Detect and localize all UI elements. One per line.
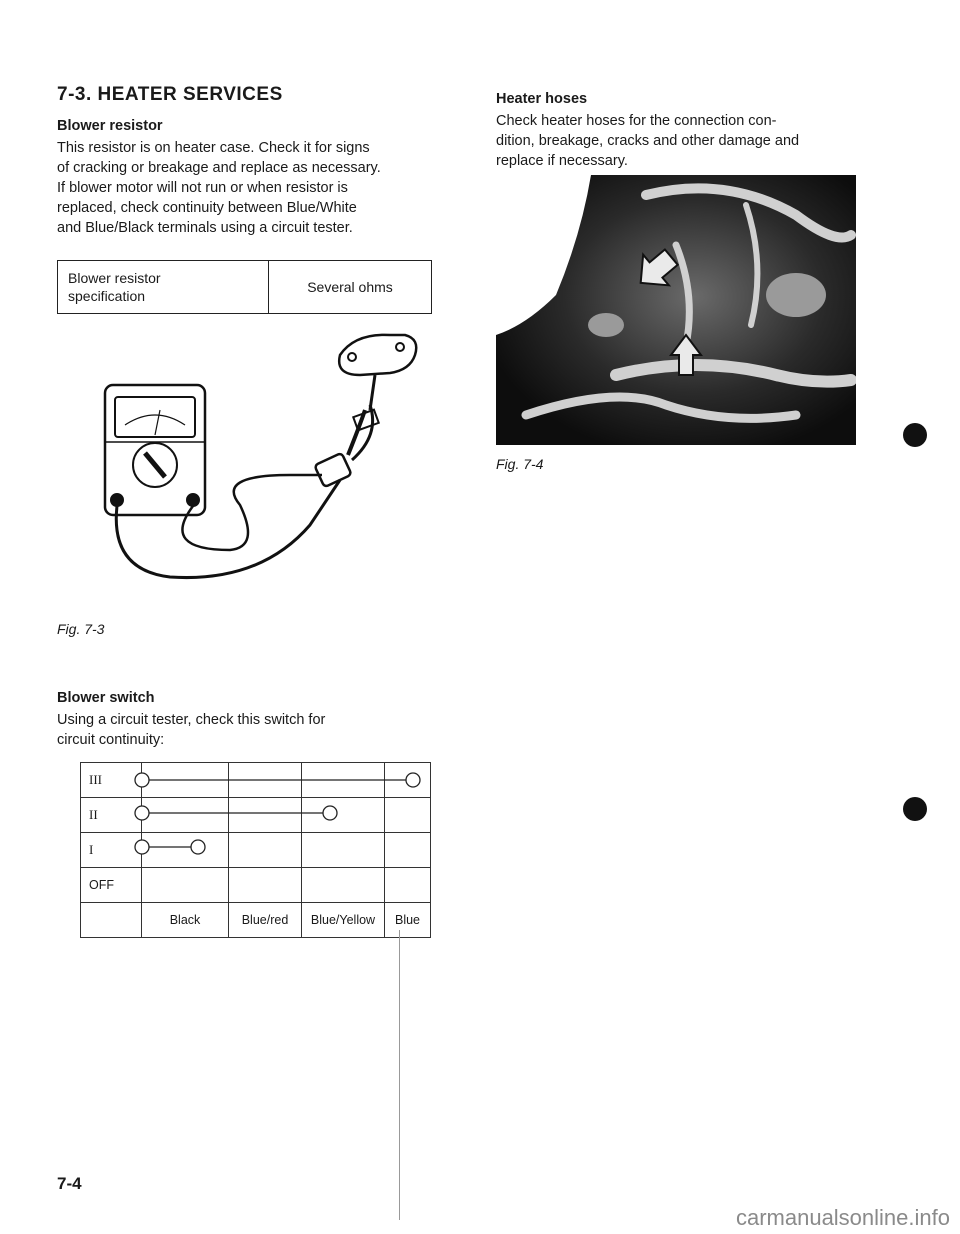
- blower-switch-text: [57, 710, 437, 750]
- resistor-spec-table: [57, 260, 432, 314]
- circuit-tester-illustration: [90, 325, 440, 595]
- figure-caption: Fig. 7-4: [496, 456, 544, 472]
- margin-line: [399, 930, 400, 1220]
- table-row: [81, 868, 431, 903]
- section-title: 7-3. HEATER SERVICES: [57, 84, 283, 105]
- text-line: circuit continuity:: [57, 732, 165, 748]
- heater-hoses-text: [496, 111, 866, 171]
- position-label: OFF: [81, 868, 142, 903]
- spec-value-cell: Several ohms: [307, 279, 393, 295]
- spec-label-line: Blower resistor: [68, 270, 161, 286]
- text-line: replaced, check continuity between Blue/White: [57, 200, 357, 216]
- blower-resistor-text: [57, 138, 437, 238]
- text-line: If blower motor will not run or when resistor is: [57, 180, 348, 196]
- blower-switch-heading: Blower switch: [57, 690, 155, 706]
- position-label: I: [81, 833, 142, 868]
- page-number: 7-4: [57, 1174, 82, 1193]
- column-header: Blue: [385, 903, 431, 938]
- text-line: and Blue/Black terminals using a circuit tester.: [57, 220, 353, 236]
- heater-hose-photo: [496, 175, 856, 445]
- watermark: carmanualsonline.info: [735, 1205, 950, 1230]
- text-line: replace if necessary.: [496, 153, 628, 169]
- punch-hole-icon: [903, 423, 927, 447]
- text-line: This resistor is on heater case. Check it for signs: [57, 140, 370, 156]
- text-line: Using a circuit tester, check this switch for: [57, 712, 326, 728]
- text-line: dition, breakage, cracks and other damage and: [496, 133, 800, 149]
- figure-caption: Fig. 7-3: [57, 621, 105, 637]
- punch-hole-icon: [903, 797, 927, 821]
- spec-label-cell: [58, 261, 269, 313]
- column-header: Black: [142, 903, 229, 938]
- continuity-diagram: [80, 762, 432, 872]
- blower-resistor-heading: Blower resistor: [57, 118, 163, 134]
- heater-hoses-heading: Heater hoses: [496, 91, 588, 107]
- table-row: [81, 903, 431, 938]
- spec-label-line: specification: [68, 288, 146, 304]
- position-label: III: [81, 763, 142, 798]
- position-label: II: [81, 798, 142, 833]
- text-line: Check heater hoses for the connection con-: [496, 113, 777, 129]
- column-header: Blue/Yellow: [302, 903, 385, 938]
- column-header: Blue/red: [229, 903, 302, 938]
- text-line: of cracking or breakage and replace as necessary.: [57, 160, 381, 176]
